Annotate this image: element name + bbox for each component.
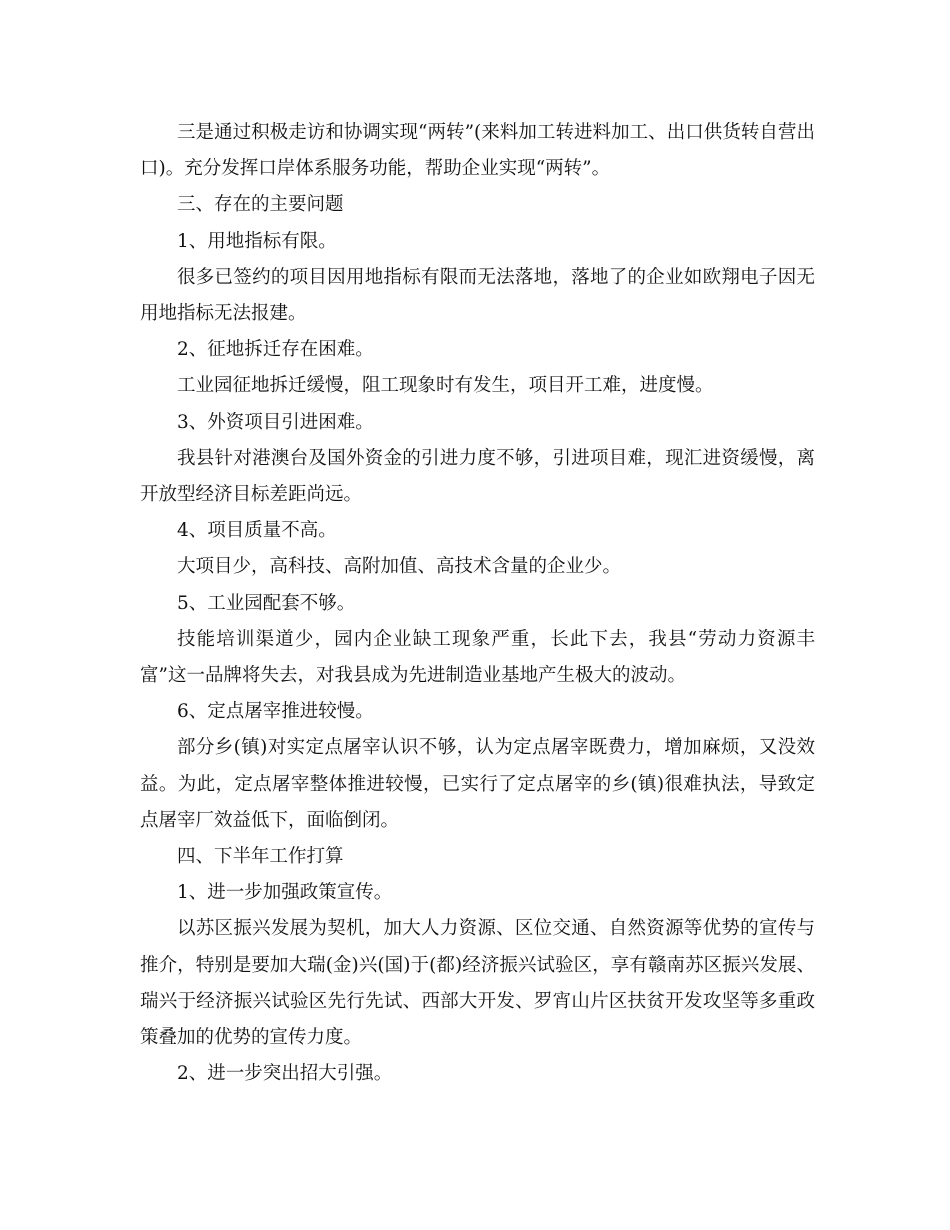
subheading-attract-investment: 2、进一步突出招大引强。 — [177, 1063, 393, 1085]
subheading-industrial-park: 5、工业园配套不够。 — [177, 592, 356, 614]
subheading-policy-promotion: 1、进一步加强政策宣传。 — [177, 882, 393, 904]
subheading-demolition: 2、征地拆迁存在困难。 — [177, 339, 374, 361]
document-body — [140, 115, 815, 1092]
paragraph-slaughter: 部分乡(镇)对实定点屠宰认识不够，认为定点屠宰既费力，增加麻烦，又没效益。为此，定点屠宰整体推进较慢，已实行了定点屠宰的乡(镇)很难执法，导致定点屠宰厂效益低下，面临倒闭。 — [140, 737, 815, 831]
subheading-foreign-investment: 3、外资项目引进困难。 — [177, 411, 374, 433]
subheading-land-quota: 1、用地指标有限。 — [177, 230, 337, 252]
paragraph-liangzhuan: 三是通过积极走访和协调实现“两转”(来料加工转进料加工、出口供货转自营出口)。充分发挥口岸体系服务功能，帮助企业实现“两转”。 — [140, 122, 815, 180]
heading-second-half-plan: 四、下半年工作打算 — [177, 846, 344, 868]
subheading-slaughter: 6、定点屠宰推进较慢。 — [177, 701, 374, 723]
subheading-project-quality: 4、项目质量不高。 — [177, 520, 337, 542]
paragraph-project-quality: 大项目少，高科技、高附加值、高技术含量的企业少。 — [177, 556, 622, 578]
paragraph-policy-promotion: 以苏区振兴发展为契机，加大人力资源、区位交通、自然资源等优势的宣传与推介，特别是要加大瑞(金)兴(国)于(都)经济振兴试验区，享有赣南苏区振兴发展、瑞兴于经济振兴试验区先行先试、西部大开发、罗宵山片区扶贫开发攻坚等多重政策叠加的优势的宣传力度。 — [140, 918, 815, 1049]
paragraph-land-quota: 很多已签约的项目因用地指标有限而无法落地，落地了的企业如欧翔电子因无用地指标无法报建。 — [140, 266, 815, 325]
heading-main-problems: 三、存在的主要问题 — [177, 194, 344, 216]
paragraph-foreign-investment: 我县针对港澳台及国外资金的引进力度不够，引进项目难，现汇进资缓慢，离开放型经济目标差距尚远。 — [140, 447, 815, 506]
paragraph-industrial-park: 技能培训渠道少，园内企业缺工现象严重，长此下去，我县“劳动力资源丰富”这一品牌将失去，对我县成为先进制造业基地产生极大的波动。 — [140, 628, 815, 687]
paragraph-demolition: 工业园征地拆迁缓慢，阻工现象时有发生，项目开工难，进度慢。 — [177, 375, 714, 397]
